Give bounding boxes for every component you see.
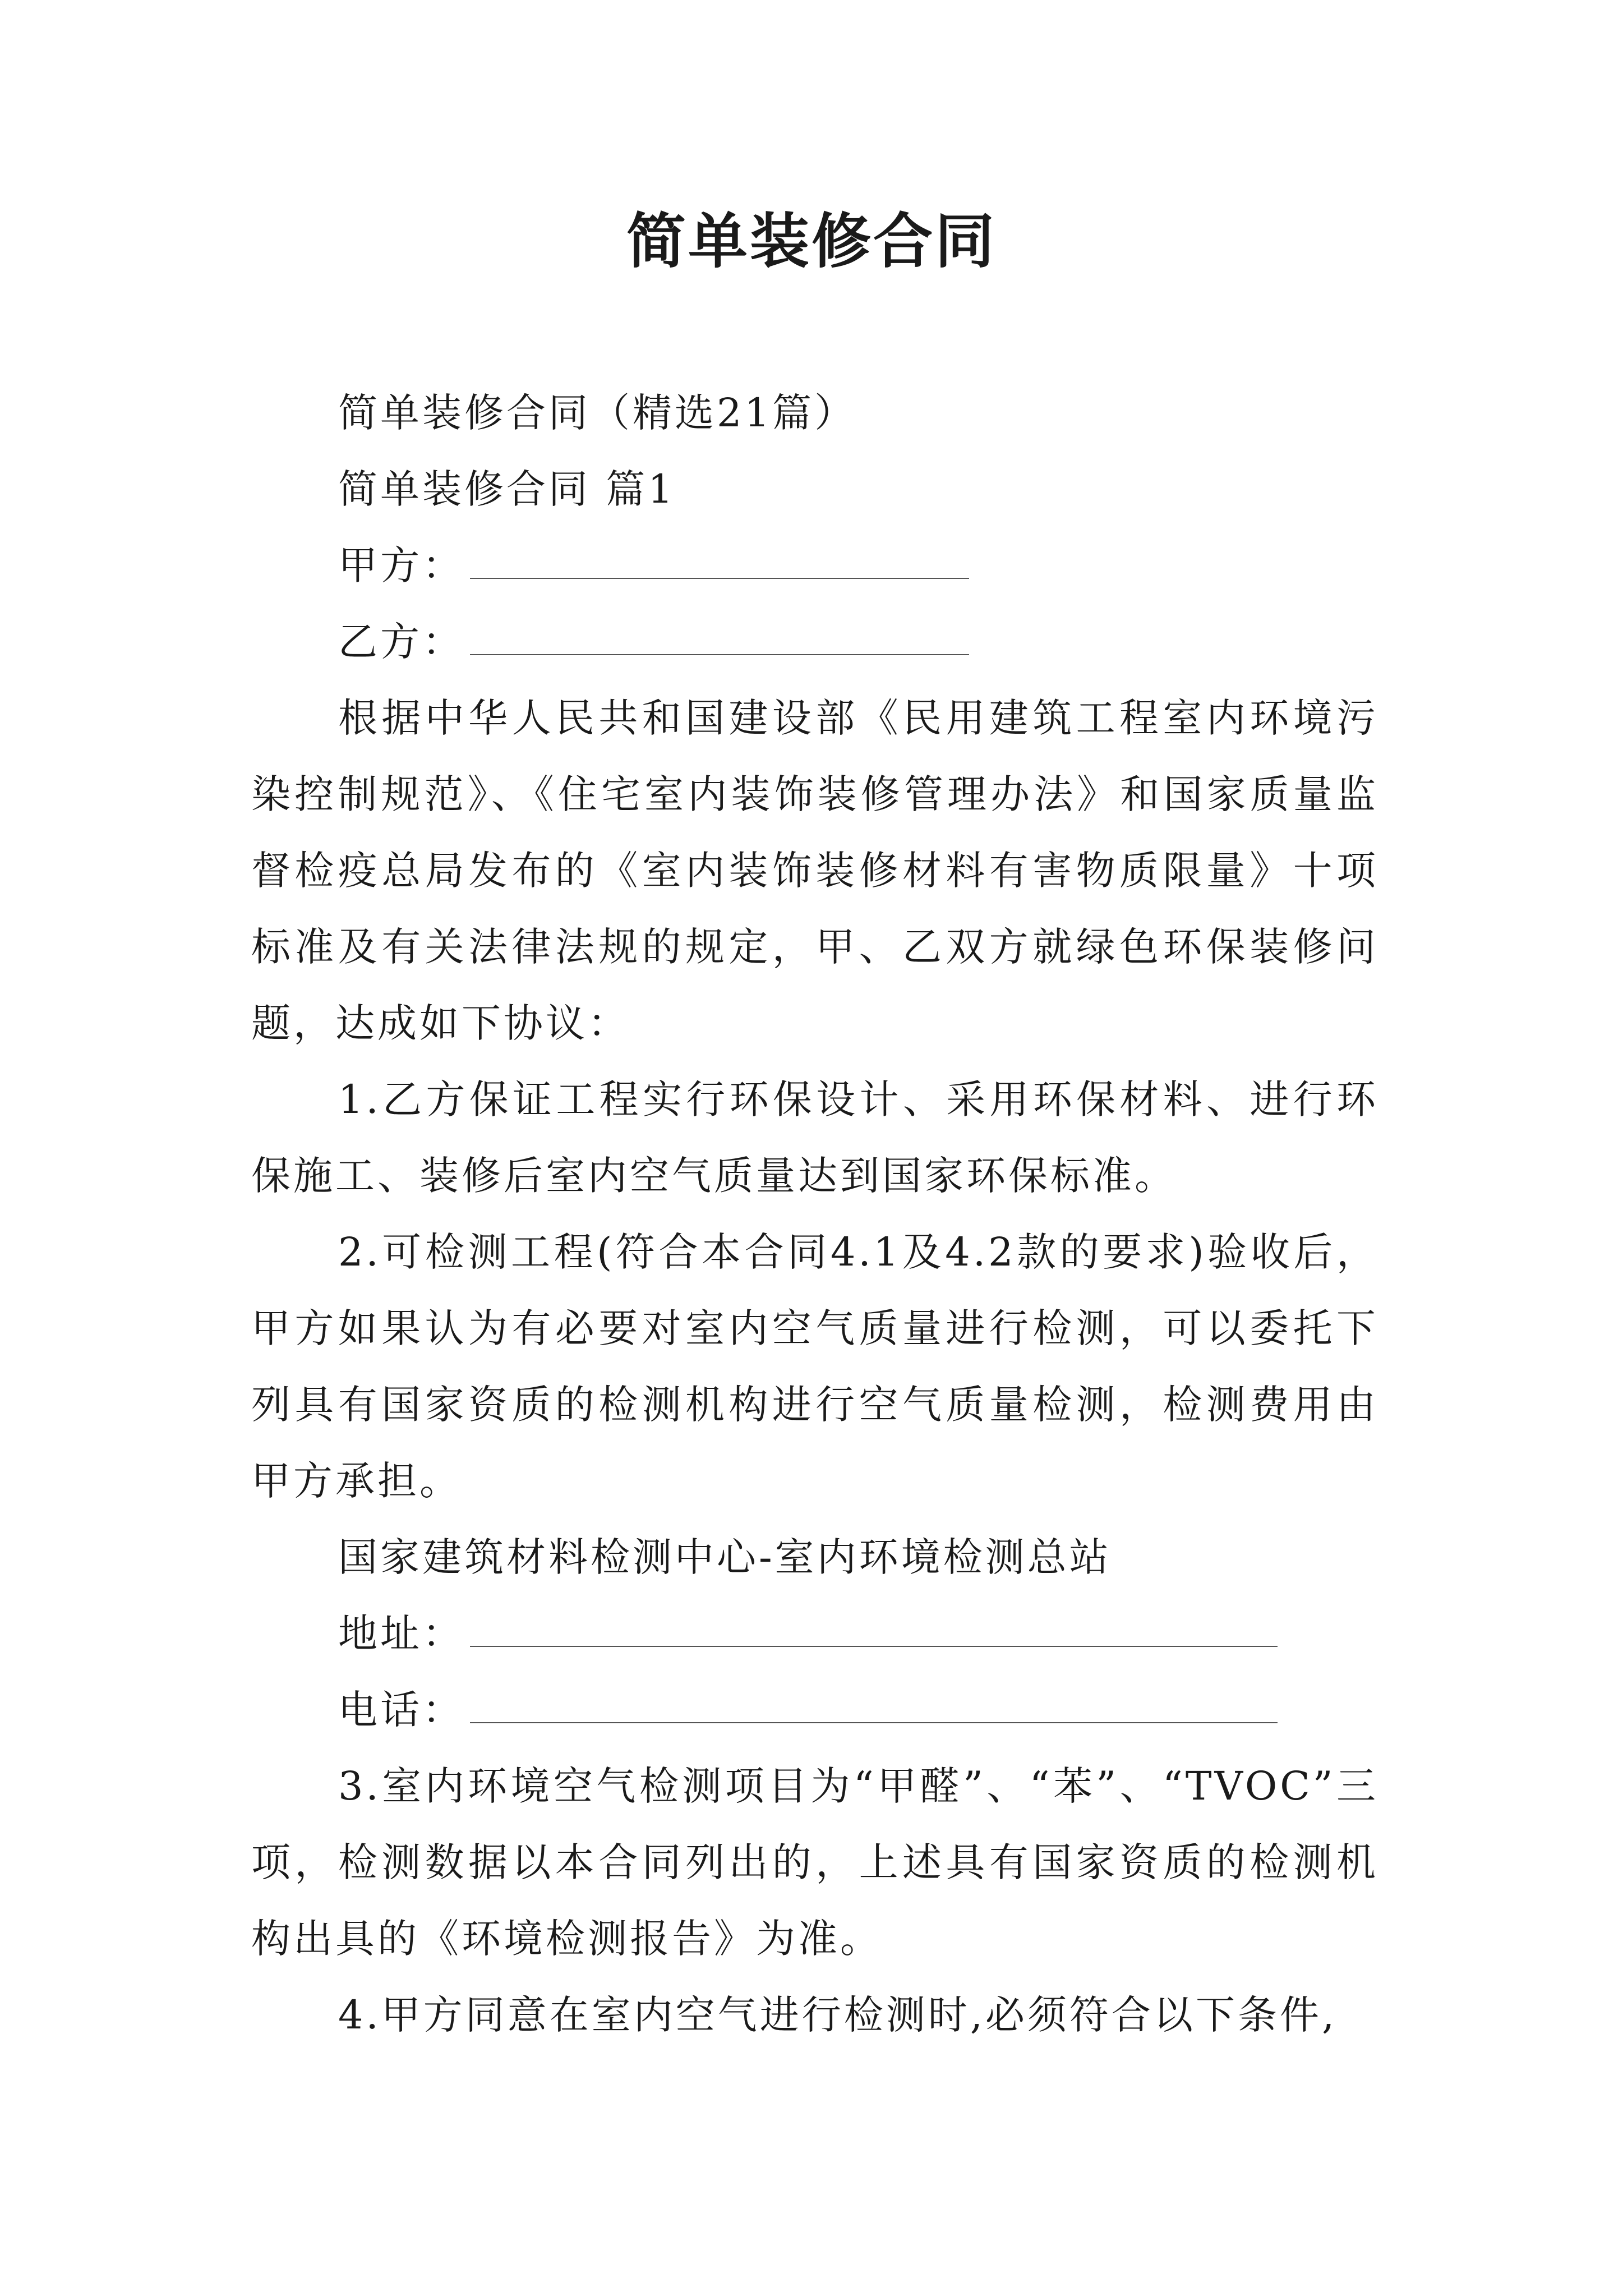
clause-1: 1.乙方保证工程实行环保设计、采用环保材料、进行环保施工、装修后室内空气质量达到国家环保标准。 bbox=[251, 1076, 1378, 1199]
address-field bbox=[251, 1595, 1378, 1672]
document-body bbox=[251, 375, 1378, 2053]
clause-3: 3.室内环境空气检测项目为“甲醛”、“苯”、“TVOC”三项，检测数据以本合同列出的，上述具有国家资质的检测机构出具的《环境检测报告》为准。 bbox=[251, 1763, 1378, 1962]
clause-4: 4.甲方同意在室内空气进行检测时,必须符合以下条件, bbox=[338, 1992, 1338, 2038]
phone-label: 电话： bbox=[338, 1687, 464, 1733]
party-a-label: 甲方： bbox=[338, 542, 464, 588]
party-b-field bbox=[251, 604, 1378, 680]
subtitle-text: 简单装修合同（精选21篇） bbox=[338, 390, 857, 436]
section-heading bbox=[251, 451, 1378, 527]
phone-blank bbox=[470, 1700, 1278, 1723]
section-heading-text: 简单装修合同 篇1 bbox=[338, 466, 676, 512]
subtitle bbox=[251, 375, 1378, 451]
clause-2: 2.可检测工程(符合本合同4.1及4.2款的要求)验收后，甲方如果认为有必要对室内空气质量进行检测，可以委托下列具有国家资质的检测机构进行空气质量检测，检测费用由甲方承担。 bbox=[251, 1229, 1378, 1504]
intro-paragraph: 根据中华人民共和国建设部《民用建筑工程室内环境污染控制规范》、《住宅室内装饰装修管理办法》和国家质量监督检疫总局发布的《室内装饰装修材料有害物质限量》十项标准及有关法律法规的规定，甲、乙双方就绿色环保装修问题，达成如下协议： bbox=[251, 695, 1378, 1046]
agency-name-text: 国家建筑材料检测中心-室内环境检测总站 bbox=[338, 1534, 1112, 1580]
party-a-field bbox=[251, 527, 1378, 604]
document-title: 简单装修合同 bbox=[626, 206, 997, 276]
party-b-label: 乙方： bbox=[338, 619, 464, 665]
address-label: 地址： bbox=[338, 1611, 464, 1657]
party-b-blank bbox=[470, 632, 969, 655]
party-a-blank bbox=[470, 555, 969, 579]
agency-name bbox=[251, 1519, 1378, 1595]
address-blank bbox=[470, 1623, 1278, 1647]
phone-field bbox=[251, 1672, 1378, 1748]
